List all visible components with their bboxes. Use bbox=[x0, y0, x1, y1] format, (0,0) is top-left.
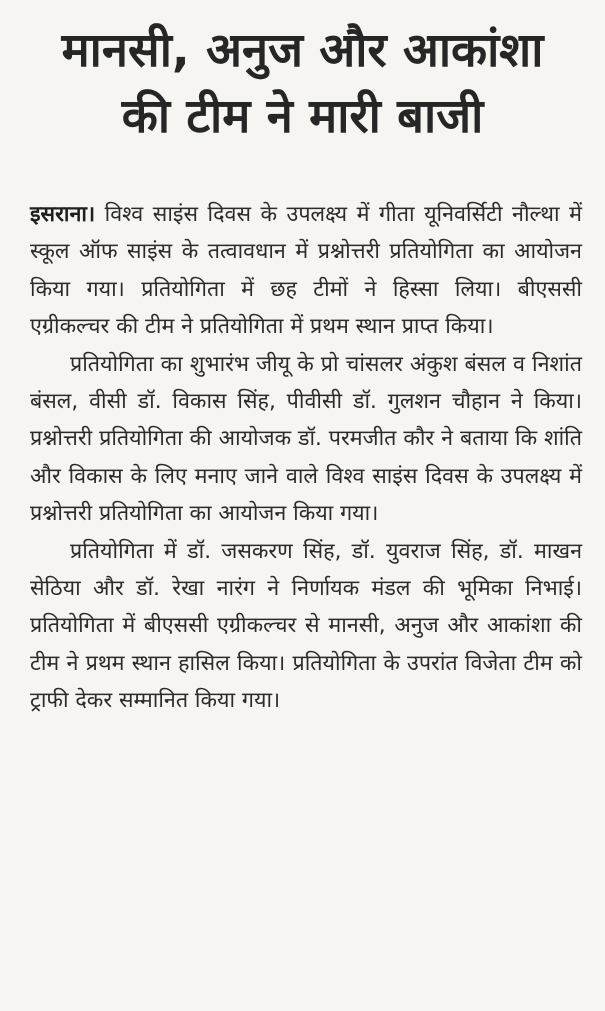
headline bbox=[12, 18, 593, 150]
headline-line-2: की टीम ने मारी बाजी bbox=[121, 89, 484, 144]
paragraph-1-text: विश्व साइंस दिवस के उपलक्ष्य में गीता यूनिवर्सिटी नौल्था में स्कूल ऑफ साइंस के तत्वावधान में प्रश्नोत्तरी प्रतियोगिता का आयोजन किया गया। प्रतियोगिता में छह टीमों ने हिस्सा लिया। बीएससी एग्रीकल्चर की टीम ने प्रतियोगिता में प्रथम स्थान प्राप्त किया। bbox=[30, 202, 582, 340]
article-body bbox=[30, 196, 582, 720]
dateline: इसराना। bbox=[30, 202, 96, 227]
article-paragraph-3: प्रतियोगिता में डॉ. जसकरण सिंह, डॉ. युवराज सिंह, डॉ. माखन सेठिया और डॉ. रेखा नारंग ने निर्णायक मंडल की भूमिका निभाई। प्रतियोगिता में बीएससी एग्रीकल्चर से मानसी, अनुज और आकांशा की टीम ने प्रथम स्थान हासिल किया। प्रतियोगिता के उपरांत विजेता टीम को ट्राफी देकर सम्मानित किया गया। bbox=[30, 538, 582, 714]
headline-line-1: मानसी, अनुज और आकांशा bbox=[61, 23, 544, 78]
article-paragraph-2: प्रतियोगिता का शुभारंभ जीयू के प्रो चांसलर अंकुश बंसल व निशांत बंसल, वीसी डॉ. विकास सिंह, पीवीसी डॉ. गुलशन चौहान ने किया। प्रश्नोत्तरी प्रतियोगिता की आयोजक डॉ. परमजीत कौर ने बताया कि शांति और विकास के लिए मनाए जाने वाले विश्व साइंस दिवस के उपलक्ष्य में प्रश्नोत्तरी प्रतियोगिता का आयोजन किया गया। bbox=[30, 351, 582, 527]
article-paragraph-1 bbox=[30, 196, 582, 346]
